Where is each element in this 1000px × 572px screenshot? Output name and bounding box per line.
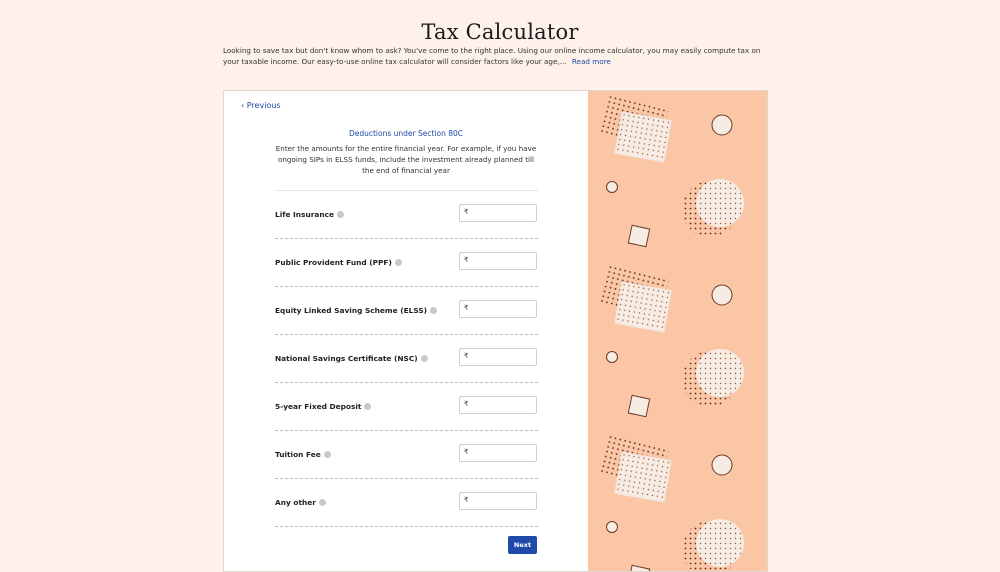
field-row-ppf [275, 239, 538, 287]
info-icon[interactable] [395, 259, 402, 266]
intro-text [223, 45, 763, 67]
info-icon[interactable] [319, 499, 326, 506]
field-row-life-insurance [275, 191, 538, 239]
rupee-symbol: ₹ [464, 304, 469, 312]
rupee-symbol: ₹ [464, 448, 469, 456]
previous-link[interactable] [241, 101, 281, 110]
field-row-nsc [275, 335, 538, 383]
amount-input-tuition-fee[interactable] [459, 444, 537, 462]
read-more-link[interactable]: Read more [571, 57, 611, 66]
amount-input-fixed-deposit[interactable] [459, 396, 537, 414]
motif-3 [599, 434, 744, 571]
decorative-illustration [588, 91, 767, 571]
field-label: Equity Linked Saving Scheme (ELSS) [275, 306, 437, 315]
field-label: Tuition Fee [275, 450, 331, 459]
page-title: Tax Calculator [421, 20, 579, 44]
amount-input-nsc[interactable] [459, 348, 537, 366]
info-icon[interactable] [364, 403, 371, 410]
amount-input-any-other[interactable] [459, 492, 537, 510]
row-divider [275, 526, 538, 527]
motif-1 [599, 94, 744, 247]
amount-input-ppf[interactable] [459, 252, 537, 270]
info-icon[interactable] [337, 211, 344, 218]
calculator-card [223, 90, 768, 572]
section-heading: Deductions under Section 80C [348, 129, 464, 138]
amount-input-life-insurance[interactable] [459, 204, 537, 222]
field-row-tuition-fee [275, 431, 538, 479]
rupee-symbol: ₹ [464, 496, 469, 504]
rupee-symbol: ₹ [464, 352, 469, 360]
field-row-fixed-deposit [275, 383, 538, 431]
info-icon[interactable] [430, 307, 437, 314]
motif-2 [599, 264, 744, 417]
field-label: 5-year Fixed Deposit [275, 402, 371, 411]
field-label: Any other [275, 498, 326, 507]
section-description: Enter the amounts for the entire financial year. For example, if you have ongoing SIPs in ELSS funds, include the investment already planned till the end of financial year [275, 144, 537, 175]
rupee-symbol: ₹ [464, 208, 469, 216]
chevron-left-icon: ‹ [241, 101, 245, 110]
field-label: National Savings Certificate (NSC) [275, 354, 428, 363]
info-icon[interactable] [421, 355, 428, 362]
field-label: Public Provident Fund (PPF) [275, 258, 402, 267]
pattern-art [588, 91, 767, 571]
deductions-form [224, 91, 588, 571]
rupee-symbol: ₹ [464, 256, 469, 264]
field-row-elss [275, 287, 538, 335]
amount-input-elss[interactable] [459, 300, 537, 318]
next-button[interactable]: Next [508, 536, 537, 554]
rupee-symbol: ₹ [464, 400, 469, 408]
info-icon[interactable] [324, 451, 331, 458]
previous-label: Previous [246, 101, 281, 110]
field-row-any-other [275, 479, 538, 527]
intro-body: Looking to save tax but don't know whom to ask? You've come to the right place. Using our online income calculator, you may easily compute tax on your taxable income. Our easy-to-use online tax calculator will consider factors like your age,... [223, 46, 761, 66]
field-label: Life Insurance [275, 210, 344, 219]
